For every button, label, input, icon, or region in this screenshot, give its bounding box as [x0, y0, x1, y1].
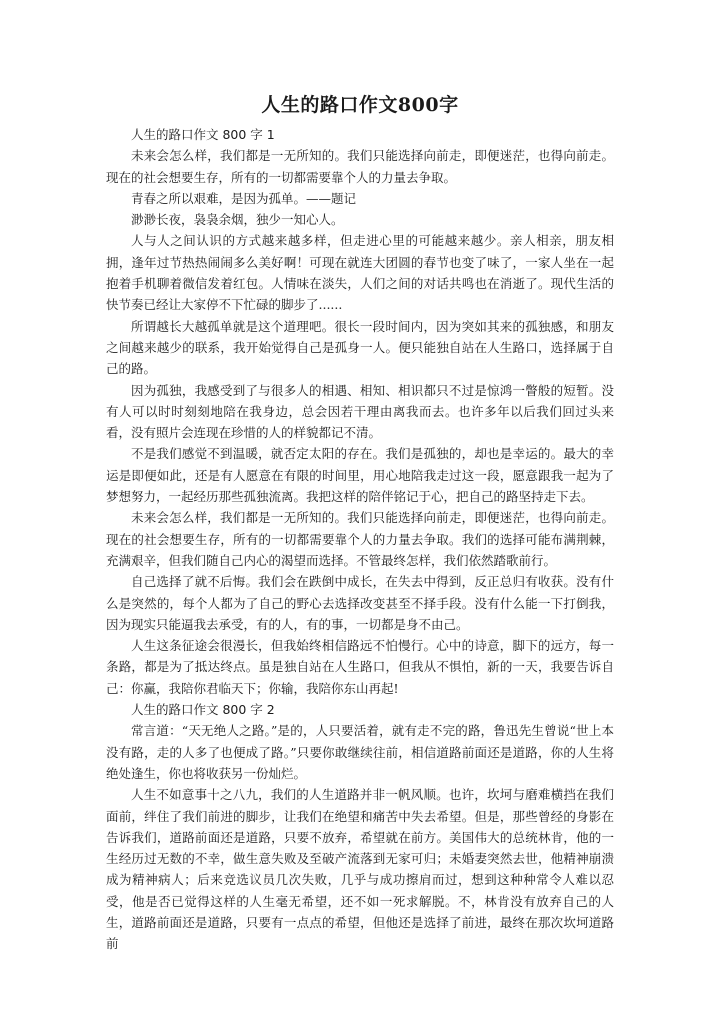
paragraph: 人与人之间认识的方式越来越多样，但走进心里的可能越来越少。亲人相亲，朋友相拥，逢年过节热热闹闹多么美好啊！可现在就连大团圆的春节也变了味了，一家人坐在一起抱着手机聊着微信发着红包。人情味在淡失，人们之间的对话共鸣也在消逝了。现代生活的快节奏已经让大家停不下忙碌的脚步了...... — [106, 233, 614, 313]
document-title: 人生的路口作文800字 — [261, 94, 459, 116]
paragraph: 不是我们感觉不到温暖，就否定太阳的存在。我们是孤独的，却也是幸运的。最大的幸运是即便如此，还是有人愿意在有限的时间里，用心地陪我走过这一段，愿意跟我一起为了梦想努力，一起经历那些孤独流离。我把这样的陪伴铭记于心，把自己的路坚持走下去。 — [106, 446, 614, 505]
section-heading-1: 人生的路口作文 800 字 1 — [131, 127, 275, 142]
paragraph: 未来会怎么样，我们都是一无所知的。我们只能选择向前走，即便迷茫，也得向前走。现在的社会想要生存，所有的一切都需要靠个人的力量去争取。 — [106, 148, 614, 185]
paragraph: 青春之所以艰难，是因为孤单。——题记 — [131, 190, 357, 206]
paragraph: 人生不如意事十之八九，我们的人生道路并非一帆风顺。也许，坎坷与磨难横挡在我们面前，绊住了我们前进的脚步，让我们在绝望和痛苦中失去希望。但是，那些曾经的身影在告诉我们，道路前面还是道路，只要不放弃，希望就在前方。美国伟大的总统林肯，他的一生经历过无数的不幸，做生意失败及至破产流落到无家可归；未婚妻突然去世，他精神崩溃成为精神病人；后来竞选议员几次失败，几乎与成功擦肩而过，想到这种种常令人难以忍受，他是否已觉得这样的人生毫无希望，还不如一死求解脱。不，林肯没有放弃自己的人生，道路前面还是道路，只要有一点点的希望，但他还是选择了前进，最终在那次坎坷道路前 — [106, 787, 614, 952]
paragraph: 因为孤独，我感受到了与很多人的相遇、相知、相识都只不过是惊鸿一瞥般的短暂。没有人可以时时刻刻地陪在我身边，总会因若干理由离我而去。也许多年以后我们回过头来看，没有照片会连现在珍惜的人的样貌都记不清。 — [106, 382, 614, 441]
paragraph: 所谓越长大越孤单就是这个道理吧。很长一段时间内，因为突如其来的孤独感，和朋友之间越来越少的联系，我开始觉得自己是孤身一人。便只能独自站在人生路口，选择属于自己的路。 — [106, 318, 614, 377]
document-page — [106, 92, 614, 955]
paragraph: 渺渺长夜，袅袅余烟，独少一知心人。 — [131, 212, 344, 228]
paragraph: 自己选择了就不后悔。我们会在跌倒中成长，在失去中得到，反正总归有收获。没有什么是突然的，每个人都为了自己的野心去选择改变甚至不择手段。没有什么能一下打倒我，因为现实只能逼我去承受，有的人，有的事，一切都是身不由己。 — [106, 574, 614, 632]
paragraph: 人生这条征途会很漫长，但我始终相信路远不怕慢行。心中的诗意，脚下的远方，每一条路，都是为了抵达终点。虽是独自站在人生路口，但我从不惧怕，新的一天，我要告诉自己：你赢，我陪你君临天下；你输，我陪你东山再起! — [106, 638, 614, 696]
paragraph: 常言道：“天无绝人之路。”是的，人只要活着，就有走不完的路，鲁迅先生曾说“世上本没有路，走的人多了也便成了路。”只要你敢继续往前，相信道路前面还是道路，你的人生将绝处逢生，你也将收获另一份灿烂。 — [106, 723, 614, 781]
section-heading-2: 人生的路口作文 800 字 2 — [131, 702, 275, 718]
paragraph: 未来会怎么样，我们都是一无所知的。我们只能选择向前走，即便迷茫，也得向前走。现在的社会想要生存，所有的一切都需要靠个人的力量去争取。我们的选择可能布满荆棘，充满艰辛，但我们随自己内心的渴望而选择。不管最终怎样，我们依然踏歌前行。 — [106, 510, 614, 568]
